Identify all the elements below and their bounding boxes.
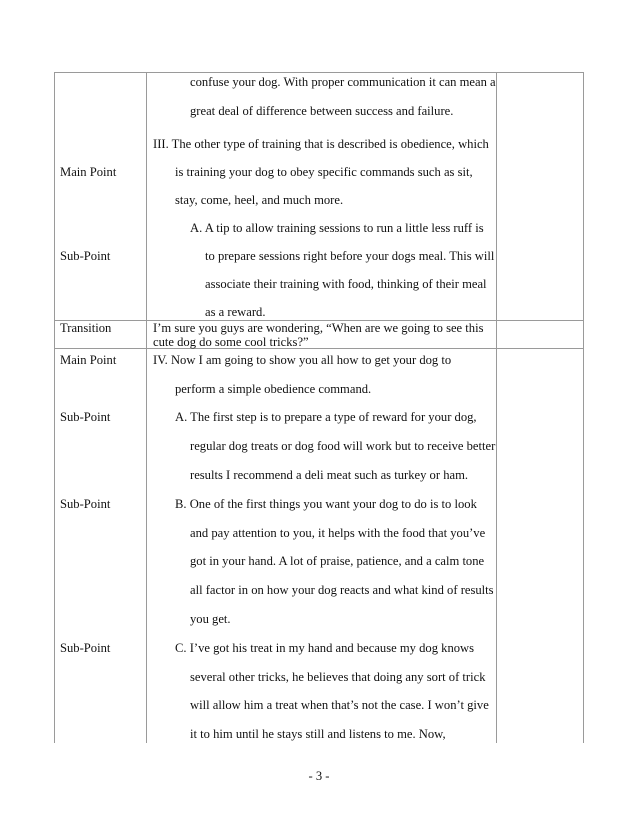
outline-text-line: to prepare sessions right before your dogs meal. This will — [205, 249, 495, 263]
table-border-top — [54, 72, 584, 73]
outline-sub-point-b: B. One of the first things you want your dog to do is to look — [175, 497, 477, 511]
outline-text-line: it to him until he stays still and listens to me. Now, — [190, 727, 446, 741]
outline-text-line: is training your dog to obey specific commands such as sit, — [175, 165, 473, 179]
row-label-sub-point: Sub-Point — [60, 641, 111, 655]
outline-text-line: and pay attention to you, it helps with the food that you’ve — [190, 526, 486, 540]
row-label-main-point: Main Point — [60, 353, 117, 367]
table-column-divider-1 — [146, 72, 147, 743]
outline-text-line: stay, come, heel, and much more. — [175, 193, 344, 207]
table-row-divider-2 — [54, 348, 584, 349]
row-label-sub-point: Sub-Point — [60, 497, 111, 511]
outline-text-line: confuse your dog. With proper communication it can mean a — [190, 75, 496, 89]
outline-sub-point-c: C. I’ve got his treat in my hand and because my dog knows — [175, 641, 475, 655]
outline-text-line: will allow him a treat when that’s not the case. I won’t give — [190, 698, 489, 712]
table-border-right — [583, 72, 584, 743]
outline-text-line: you get. — [190, 612, 231, 626]
row-label-transition: Transition — [60, 321, 112, 335]
transition-text-line: cute dog do some cool tricks?” — [153, 335, 309, 349]
outline-text-line: got in your hand. A lot of praise, patience, and a calm tone — [190, 554, 485, 568]
outline-text-line: associate their training with food, thinking of their meal — [205, 277, 487, 291]
row-label-sub-point: Sub-Point — [60, 410, 111, 424]
table-border-left — [54, 72, 55, 743]
row-label-main-point: Main Point — [60, 165, 117, 179]
outline-text-line: perform a simple obedience command. — [175, 382, 372, 396]
outline-main-point-iii: III. The other type of training that is described is obedience, which — [153, 137, 489, 151]
outline-text-line: as a reward. — [205, 305, 266, 319]
outline-main-point-iv: IV. Now I am going to show you all how to get your dog to — [153, 353, 452, 367]
row-label-sub-point: Sub-Point — [60, 249, 111, 263]
outline-text-line: results I recommend a deli meat such as turkey or ham. — [190, 468, 469, 482]
outline-sub-point-a: A. The first step is to prepare a type of reward for your dog, — [175, 410, 477, 424]
table-column-divider-2 — [496, 72, 497, 743]
transition-text-line: I’m sure you guys are wondering, “When are we going to see this — [153, 321, 484, 335]
outline-text-line: great deal of difference between success and failure. — [190, 104, 454, 118]
outline-sub-point-a: A. A tip to allow training sessions to run a little less ruff is — [190, 221, 484, 235]
outline-text-line: all factor in on how your dog reacts and what kind of results — [190, 583, 494, 597]
page-number: - 3 - — [308, 769, 330, 783]
outline-text-line: several other tricks, he believes that doing any sort of trick — [190, 670, 486, 684]
outline-text-line: regular dog treats or dog food will work but to receive better — [190, 439, 496, 453]
